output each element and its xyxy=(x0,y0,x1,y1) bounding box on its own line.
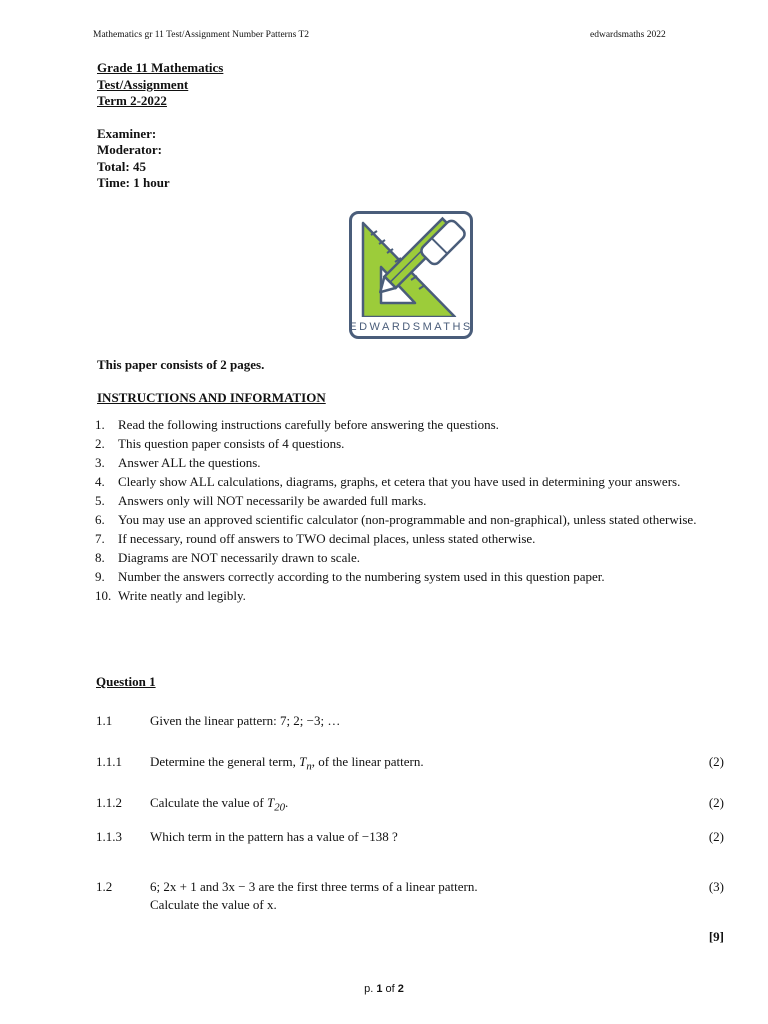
question-1-1-1: 1.1.1 Determine the general term, $T_n$, of the linear pattern. (2) xyxy=(96,754,724,773)
edwardsmaths-logo xyxy=(349,211,473,339)
question-1-2: 1.2 6; 2x + 1 and 3x − 3 are the first three terms of a linear pattern. Calculate the value of x. (3) xyxy=(96,879,724,912)
title-grade: Grade 11 Mathematics xyxy=(97,60,224,75)
question-1-1-2: 1.1.2 Calculate the value of $T_{20}$. (2) xyxy=(96,795,724,814)
list-item: 10. Write neatly and legibly. xyxy=(95,588,246,603)
question-1-total: [9] xyxy=(708,929,724,944)
title-type: Test/Assignment xyxy=(97,76,189,92)
mark-allocation: (2) xyxy=(708,829,724,844)
list-item: 4. Clearly show ALL calculations, diagrams, graphs, et cetera that you have used in determining your answers. xyxy=(95,474,681,489)
title-term: Term 2-2022 xyxy=(97,93,167,108)
mark-allocation: (3) xyxy=(708,879,724,894)
mark-allocation: (2) xyxy=(708,795,724,810)
question-1-1-3: 1.1.3 Which term in the pattern has a value of −138 ? (2) xyxy=(96,829,724,844)
list-item: 2. This question paper consists of 4 questions. xyxy=(95,436,345,451)
page-number: p. 1 of 2 xyxy=(364,983,404,995)
header-brand: edwardsmaths 2022 xyxy=(590,30,666,40)
time-allowed: Time: 1 hour xyxy=(97,175,170,190)
list-item: 6. You may use an approved scientific calculator (non-programmable and non-graphical), unless stated otherwise. xyxy=(95,512,697,527)
examiner-label: Examiner: xyxy=(97,125,157,141)
list-item: 3. Answer ALL the questions. xyxy=(95,455,261,470)
moderator-label: Moderator: xyxy=(97,142,162,157)
question-1-1: 1.1 Given the linear pattern: 7; 2; −3; … xyxy=(96,713,341,728)
list-item: 5. Answers only will NOT necessarily be awarded full marks. xyxy=(95,493,427,508)
instructions-heading: INSTRUCTIONS AND INFORMATION xyxy=(97,390,326,405)
list-item: 7. If necessary, round off answers to TWO decimal places, unless stated otherwise. xyxy=(95,531,536,546)
instructions-list xyxy=(95,415,725,605)
logo-text: EDWARDSMATHS xyxy=(349,321,473,333)
set-square-pencil-icon xyxy=(349,211,473,339)
mark-allocation: (2) xyxy=(708,754,724,769)
list-item: 8. Diagrams are NOT necessarily drawn to scale. xyxy=(95,550,360,565)
list-item: 1. Read the following instructions carefully before answering the questions. xyxy=(95,417,499,432)
header-title: Mathematics gr 11 Test/Assignment Number Patterns T2 xyxy=(93,30,310,40)
list-item: 9. Number the answers correctly according to the numbering system used in this question paper. xyxy=(95,569,605,584)
title-block xyxy=(97,60,223,192)
question-1-heading: Question 1 xyxy=(96,674,156,689)
pages-note: This paper consists of 2 pages. xyxy=(97,357,265,372)
total-marks: Total: 45 xyxy=(97,158,146,174)
